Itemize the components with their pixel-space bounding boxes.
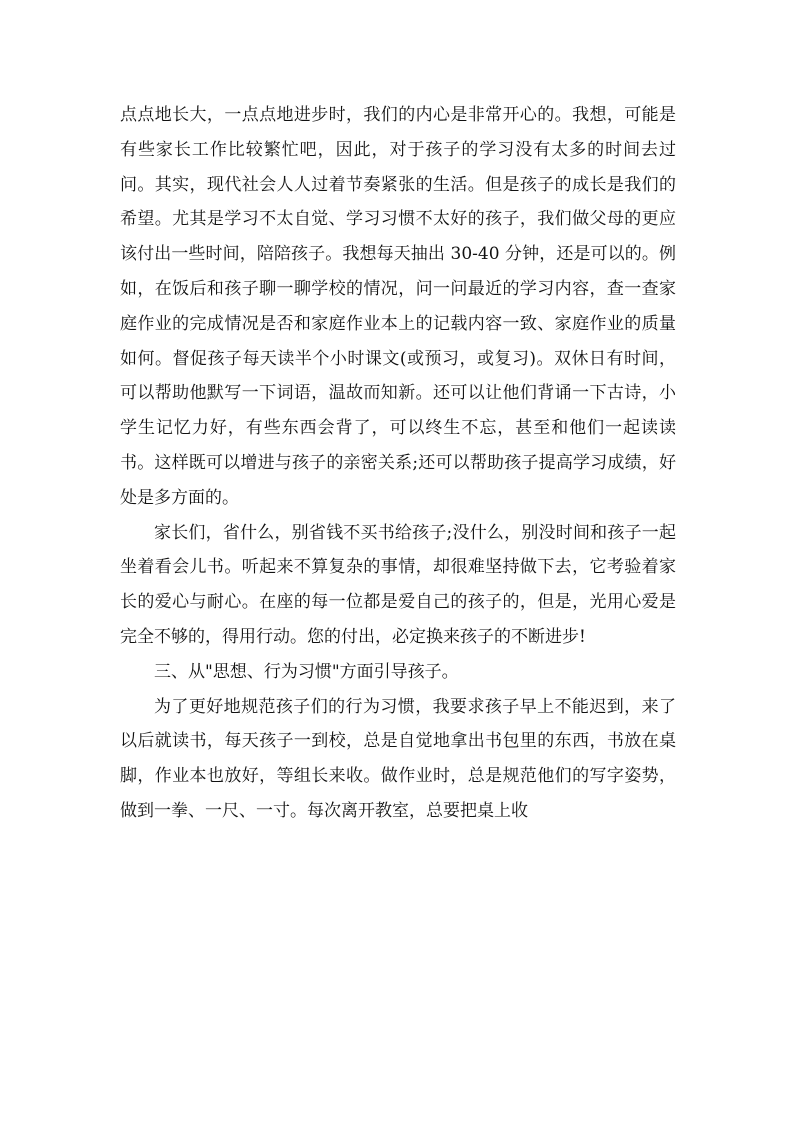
paragraph-4: 为了更好地规范孩子们的行为习惯，我要求孩子早上不能迟到，来了以后就读书，每天孩子一到校，总是自觉地拿出书包里的东西，书放在桌脚，作业本也放好，等组长来收。做作业时，总是规范他们的写字姿势，做到一拳、一尺、一寸。每次离开教室，总要把桌上收	[120, 696, 676, 821]
section-heading-3: 三、从"思想、行为习惯"方面引导孩子。	[154, 661, 459, 682]
paragraph-1: 点点地长大，一点点地进步时，我们的内心是非常开心的。我想，可能是有些家长工作比较繁忙吧，因此，对于孩子的学习没有太多的时间去过问。其实，现代社会人人过着节奏紧张的生活。但是孩子的成长是我们的希望。尤其是学习不太自觉、学习习惯不太好的孩子，我们做父母的更应该付出一些时间，陪陪孩子。我想每天抽出 30-40 分钟，还是可以的。例如，在饭后和孩子聊一聊学校的情况，问一问最近的学习内容，查一查家庭作业的完成情况是否和家庭作业本上的记载内容一致、家庭作业的质量如何。督促孩子每天读半个小时课文(或预习，或复习)。双休日有时间，可以帮助他默写一下词语，温故而知新。还可以让他们背诵一下古诗，小学生记忆力好，有些东西会背了，可以终生不忘，甚至和他们一起读读书。这样既可以增进与孩子的亲密关系;还可以帮助孩子提高学习成绩，好处是多方面的。	[120, 105, 676, 508]
body-text	[120, 98, 676, 829]
paragraph-2: 家长们，省什么，别省钱不买书给孩子;没什么，别没时间和孩子一起坐着看会儿书。听起来不算复杂的事情，却很难坚持做下去，它考验着家长的爱心与耐心。在座的每一位都是爱自己的孩子的，但是，光用心爱是完全不够的，得用行动。您的付出，必定换来孩子的不断进步!	[120, 522, 676, 647]
